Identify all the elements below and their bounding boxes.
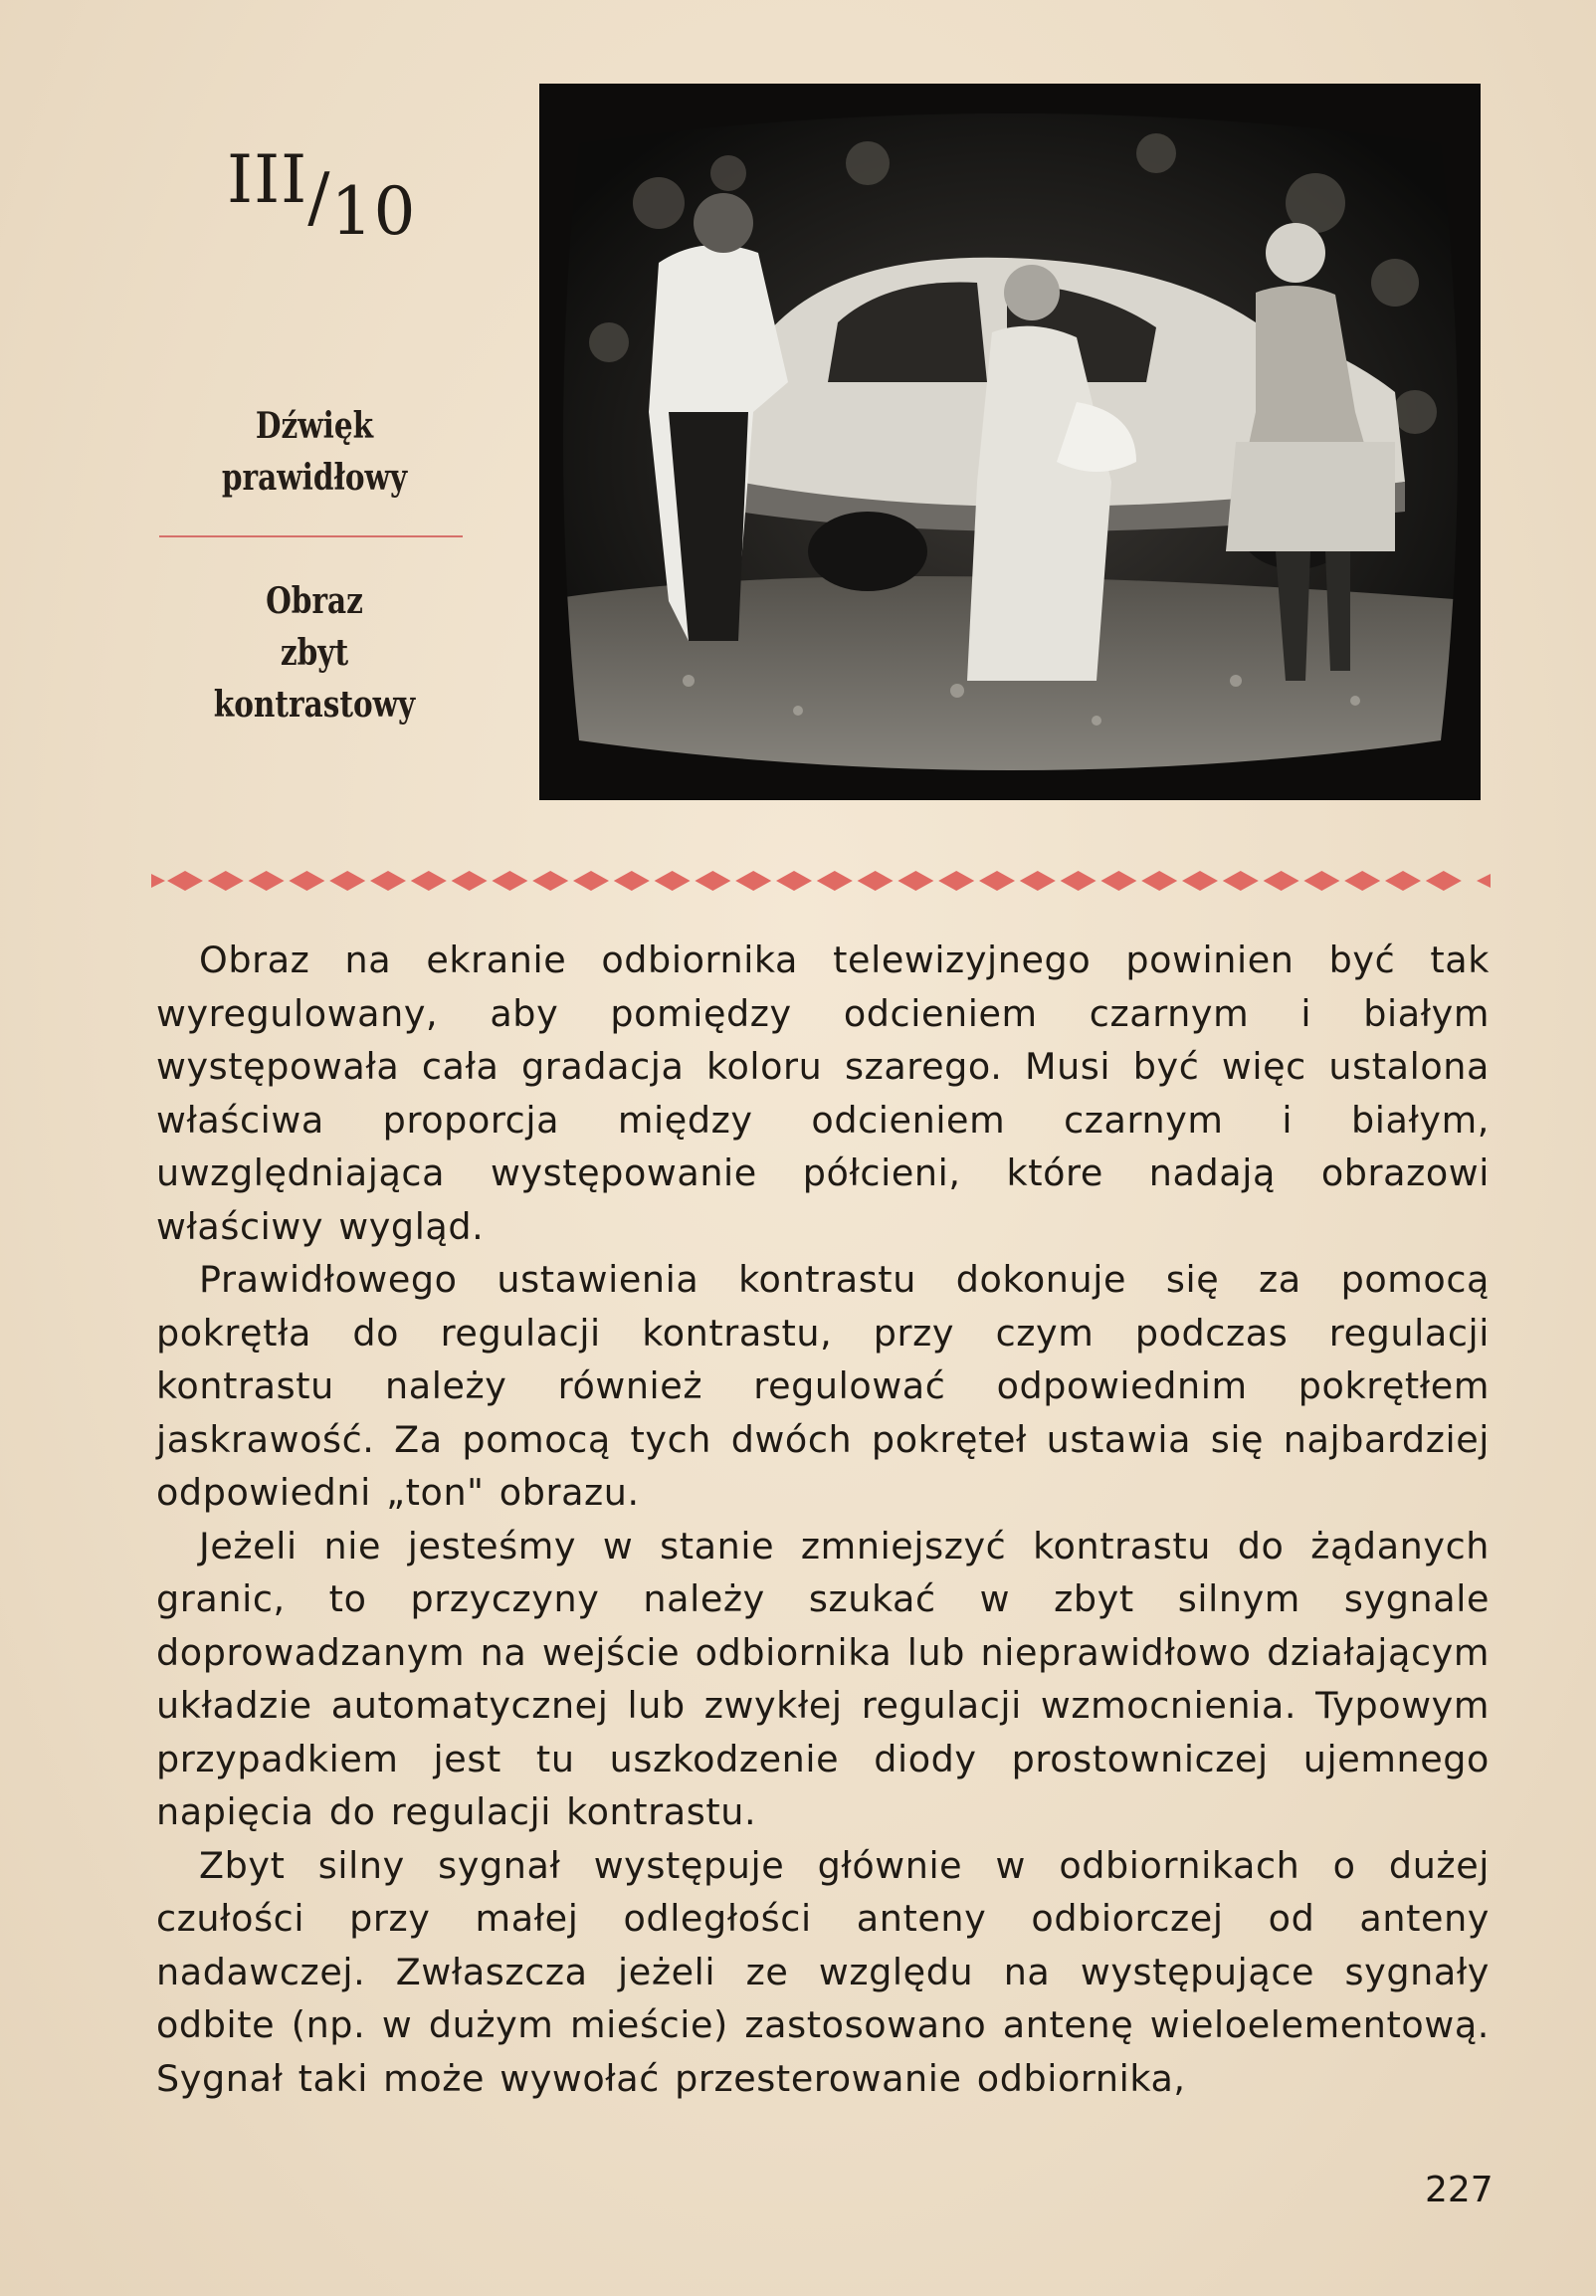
chapter-slash: / — [307, 159, 331, 236]
ornament-cap-left — [151, 874, 165, 888]
ornament-diamond — [1385, 871, 1421, 891]
caption-sound — [179, 400, 450, 504]
ornament-diamond — [655, 871, 691, 891]
caption-divider — [159, 535, 463, 537]
ornament-diamond — [817, 871, 853, 891]
ornament-diamond — [492, 871, 527, 891]
ornament-diamond — [776, 871, 812, 891]
ornament-diamond — [1020, 871, 1056, 891]
chapter-number — [227, 141, 417, 250]
ornament-divider — [151, 868, 1491, 894]
body-text — [156, 934, 1490, 2105]
ornament-diamond — [452, 871, 488, 891]
paragraph: Prawidłowego ustawienia kontrastu dokonuje się za pomocą pokrętła do regulacji kontrastu, przy czym podczas regulacji kontrastu należy również regulować odpowiednim pokrętłem jaskrawość. Za pomocą tych dwóch pokręteł ustawia się najbardziej odpowiedni „ton" obrazu. — [156, 1258, 1490, 1514]
ornament-diamond — [329, 871, 365, 891]
photo-illustration — [539, 84, 1481, 800]
caption-sound-line-2: prawidłowy — [221, 457, 408, 499]
ornament-diamond — [532, 871, 568, 891]
ornament-diamond — [1223, 871, 1259, 891]
ornament-diamond — [1061, 871, 1097, 891]
ornament-diamond — [1303, 871, 1339, 891]
ornament-diamond — [938, 871, 974, 891]
paragraph: Zbyt silny sygnał występuje głównie w odbiornikach o dużej czułości przy małej odległości anteny odbiorczej od anteny nadawczej. Zwłaszcza jeżeli ze względu na występujące sygnały odbite (np. w dużym mieście) zastosowano antenę wieloelementową. Sygnał taki może wywołać przesterowanie odbiornika, — [156, 1843, 1490, 2100]
paragraph: Obraz na ekranie odbiornika telewizyjnego powinien być tak wyregulowany, aby pomiędzy odcieniem czarnym i białym występowała cała gradacja koloru szarego. Musi być więc ustalona właściwa proporcja między odcieniem czarnym i białym, uwzględniająca występowanie półcieni, które nadają obrazowi właściwy wygląd. — [156, 939, 1490, 1248]
tv-screen-photo — [539, 84, 1481, 800]
ornament-diamond — [573, 871, 609, 891]
page-number: 227 — [1425, 2170, 1494, 2210]
ornament-diamond — [411, 871, 447, 891]
ornament-diamond — [1141, 871, 1177, 891]
chapter-sub: 10 — [330, 173, 417, 250]
ornament-cap-right — [1477, 874, 1491, 888]
ornament-diamond — [208, 871, 244, 891]
ornament-diamond — [614, 871, 650, 891]
ornament-diamond — [979, 871, 1015, 891]
ornament-diamond — [858, 871, 894, 891]
caption-sound-line-1: Dźwięk — [255, 405, 374, 447]
diamond-row — [151, 871, 1491, 891]
ornament-diamond — [735, 871, 771, 891]
caption-image-line-2: zbyt kontrastowy — [213, 632, 416, 726]
caption-image-line-1: Obraz — [266, 580, 363, 622]
chapter-main: III — [227, 141, 308, 218]
ornament-diamond — [1100, 871, 1136, 891]
paragraph: Jeżeli nie jesteśmy w stanie zmniejszyć kontrastu do żądanych granic, to przyczyny należy szukać w zbyt silnym sygnale doprowadzanym na wejście odbiornika lub nieprawidłowo działającym układzie automatycznej lub zwykłej regulacji wzmocnienia. Typowym przypadkiem jest tu uszkodzenie diody prostowniczej ujemnego napięcia do regulacji kontrastu. — [156, 1524, 1490, 1833]
ornament-diamond — [289, 871, 324, 891]
ornament-diamond — [1426, 871, 1462, 891]
ornament-diamond — [695, 871, 730, 891]
ornament-diamond — [1344, 871, 1380, 891]
ornament-diamond — [370, 871, 406, 891]
ornament-diamond — [249, 871, 285, 891]
ornament-diamond — [167, 871, 203, 891]
caption-image — [179, 575, 450, 731]
ornament-diamond — [1182, 871, 1218, 891]
ornament-diamond — [1264, 871, 1299, 891]
ornament-diamond — [898, 871, 933, 891]
